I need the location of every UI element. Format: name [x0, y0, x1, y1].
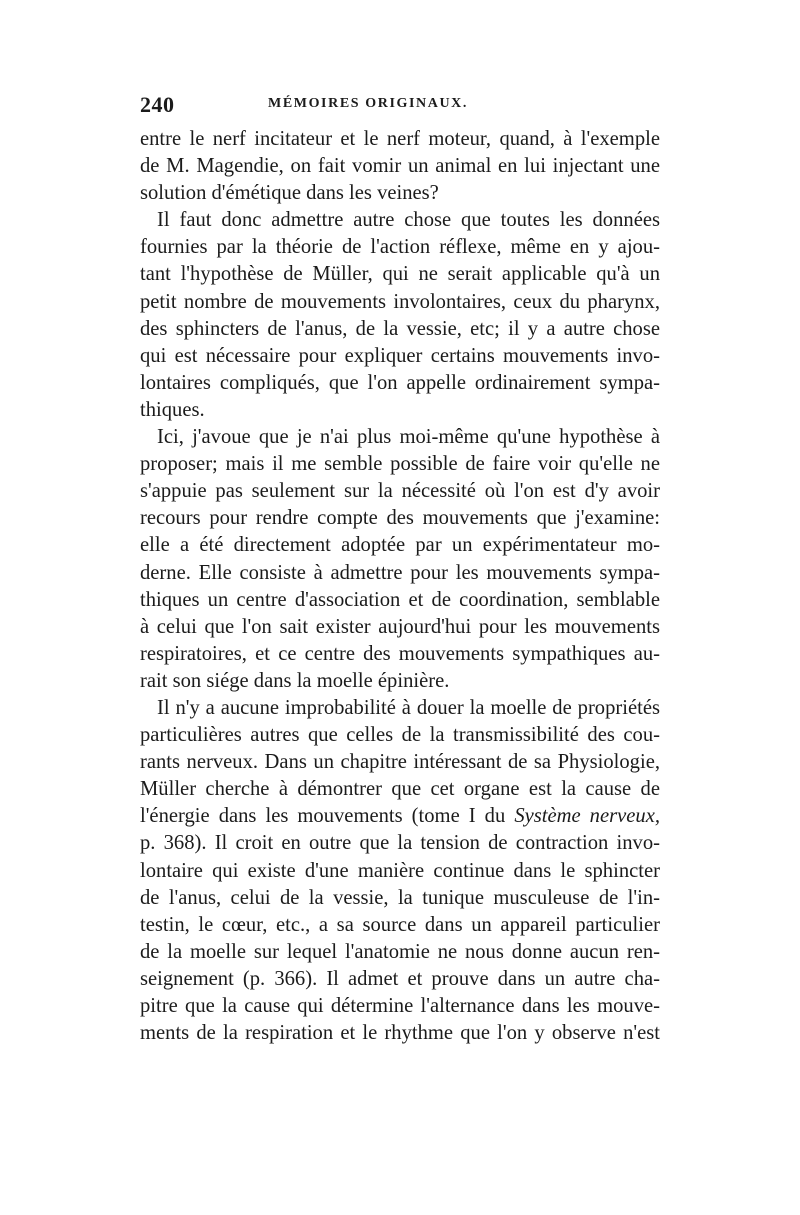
text-line: lontaire qui existe d'une manière continue dans le sphincter: [140, 859, 660, 882]
body-text: [140, 126, 660, 1047]
text-line-with-italic: [140, 803, 660, 830]
text-line: des sphincters de l'anus, de la vessie, etc; il y a autre chose: [140, 317, 660, 340]
text-line: thiques un centre d'association et de coordination, semblable: [140, 588, 660, 611]
paragraph-start-line: Ici, j'avoue que je n'ai plus moi-même qu'une hypothèse à: [157, 426, 660, 449]
text-line: recours pour rendre compte des mouvements que j'examine:: [140, 507, 660, 530]
text-line: de la moelle sur lequel l'anatomie ne nous donne aucun ren-: [140, 940, 660, 963]
text-line: solution d'émétique dans les veines?: [140, 182, 439, 205]
text-line: rants nerveux. Dans un chapitre intéressant de sa Physiologie,: [140, 751, 660, 774]
text-line: lontaires compliqués, que l'on appelle ordinairement sympa-: [140, 371, 660, 394]
text-line: rait son siége dans la moelle épinière.: [140, 669, 450, 692]
text-line: fournies par la théorie de l'action réflexe, même en y ajou-: [140, 236, 660, 259]
text-line: entre le nerf incitateur et le nerf moteur, quand, à l'exemple: [140, 128, 660, 150]
text-line: qui est nécessaire pour expliquer certains mouvements invo-: [140, 344, 660, 367]
running-title: MÉMOIRES ORIGINAUX.: [268, 96, 468, 111]
text-line: p. 368). Il croit en outre que la tension de contraction invo-: [140, 832, 660, 855]
running-head: [140, 92, 660, 122]
text-line: de M. Magendie, on fait vomir un animal en lui injectant une: [140, 155, 660, 178]
text-line: tant l'hypothèse de Müller, qui ne serait applicable qu'à un: [140, 263, 660, 286]
text-line: testin, le cœur, etc., a sa source dans un appareil particulier: [140, 913, 660, 936]
page-number: 240: [140, 92, 175, 117]
italic-title: Système nerveux,: [514, 805, 660, 828]
text-line: derne. Elle consiste à admettre pour les mouvements sympa-: [140, 561, 660, 584]
text-line: à celui que l'on sait exister aujourd'hui pour les mouvements: [140, 615, 660, 638]
paragraph-start-line: Il faut donc admettre autre chose que toutes les données: [157, 209, 660, 232]
text-line: elle a été directement adoptée par un expérimentateur mo-: [140, 534, 660, 557]
text-line: particulières autres que celles de la transmissibilité des cou-: [140, 724, 660, 747]
text-line: ments de la respiration et le rhythme que l'on y observe n'est: [140, 1022, 660, 1045]
text-line: de l'anus, celui de la vessie, la tunique musculeuse de l'in-: [140, 886, 660, 909]
text-line: Müller cherche à démontrer que cet organe est la cause de: [140, 778, 660, 801]
text-line: s'appuie pas seulement sur la nécessité où l'on est d'y avoir: [140, 480, 660, 503]
text-line: pitre que la cause qui détermine l'alternance dans les mouve-: [140, 995, 660, 1017]
text-line: thiques.: [140, 398, 205, 421]
paragraph-start-line: Il n'y a aucune improbabilité à douer la moelle de propriétés: [157, 696, 660, 719]
text-line: petit nombre de mouvements involontaires, ceux du pharynx,: [140, 290, 660, 313]
book-page: [140, 92, 660, 1047]
text-fragment: l'énergie dans les mouvements (tome I du: [140, 805, 506, 828]
text-line: proposer; mais il me semble possible de faire voir qu'elle ne: [140, 453, 660, 476]
text-line: seignement (p. 366). Il admet et prouve dans un autre cha-: [140, 967, 660, 990]
text-line: respiratoires, et ce centre des mouvements sympathiques au-: [140, 642, 660, 665]
